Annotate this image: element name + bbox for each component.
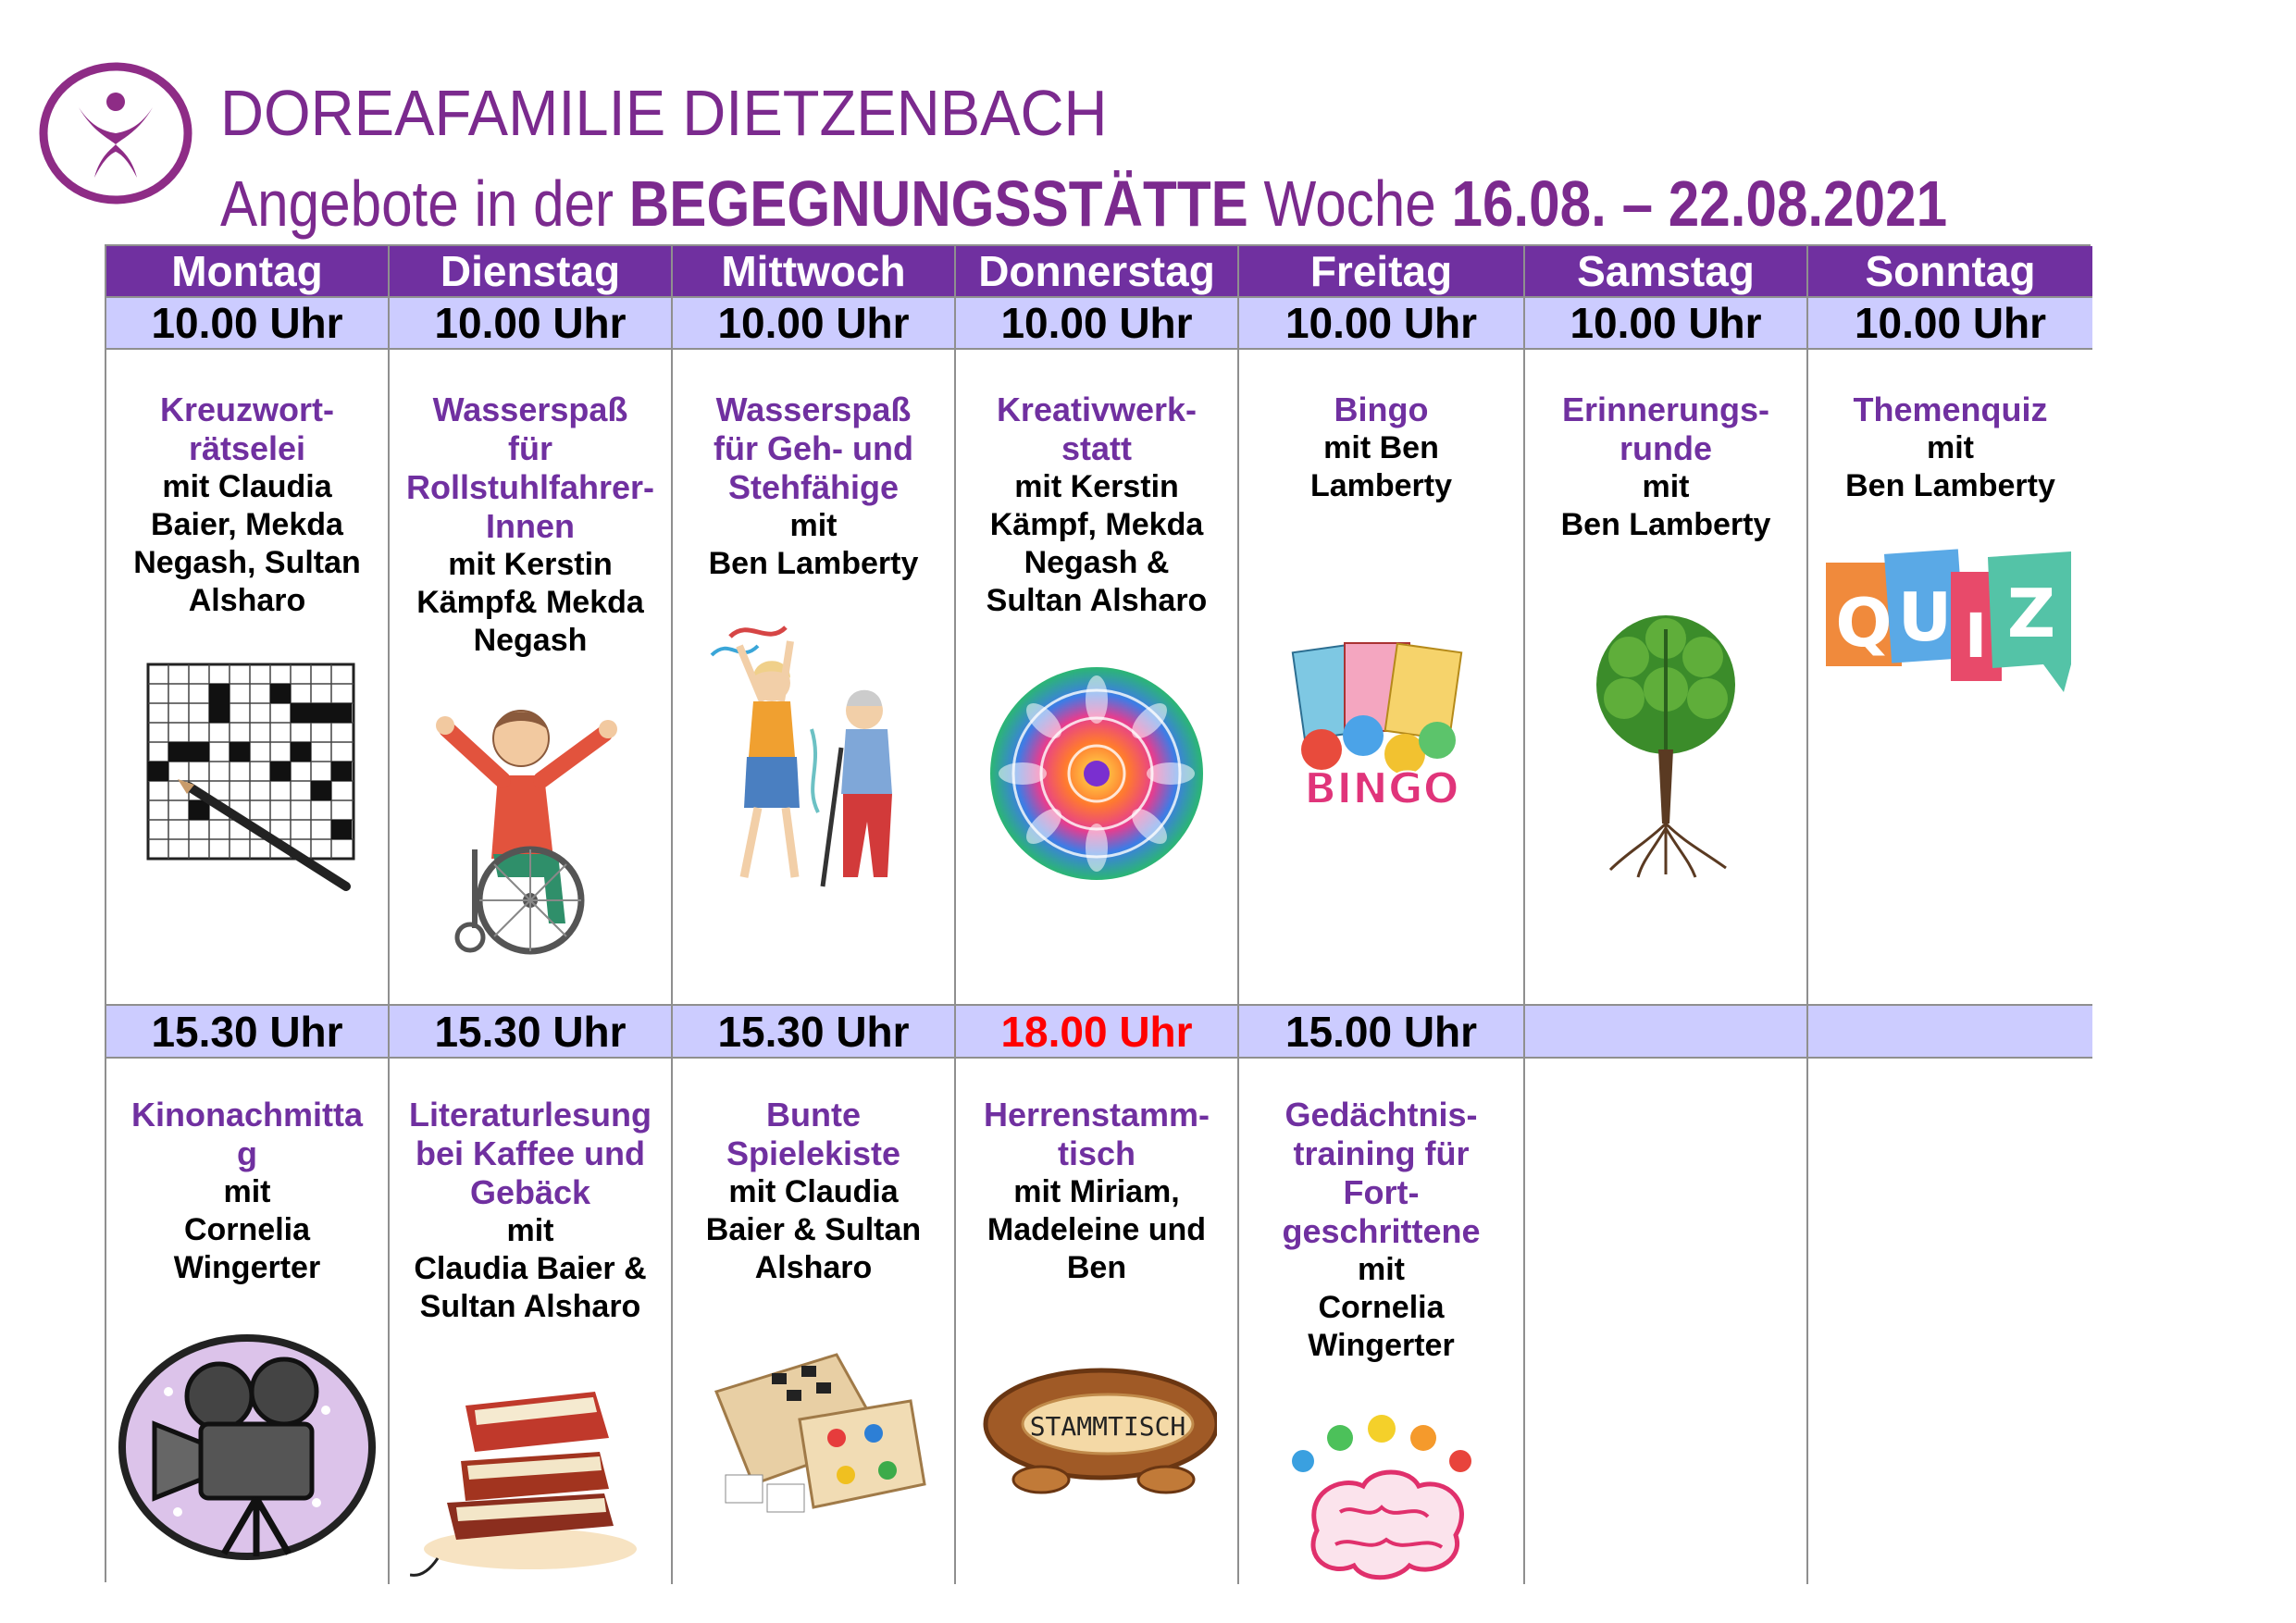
time-morning-sunday: 10.00 Uhr <box>1808 298 2092 350</box>
quiz-icon <box>1808 544 2092 711</box>
quiz-letter-q: Q <box>1834 584 1893 662</box>
day-header-friday: Freitag <box>1239 246 1525 298</box>
quiz-letter-i: I <box>1964 601 1987 672</box>
activity-title: Bunte Spielekiste <box>726 1096 901 1172</box>
day-header-tuesday: Dienstag <box>390 246 673 298</box>
activity-afternoon-sunday-empty <box>1808 1059 2092 1584</box>
activity-morning-tuesday <box>390 350 673 1006</box>
time-afternoon-wednesday: 15.30 Uhr <box>673 1006 956 1059</box>
time-morning-wednesday: 10.00 Uhr <box>673 298 956 350</box>
mandala-icon <box>956 663 1237 885</box>
activity-afternoon-saturday-empty <box>1525 1059 1808 1584</box>
activity-afternoon-friday <box>1239 1059 1525 1584</box>
activity-title: Herrenstamm- tisch <box>983 1096 1210 1172</box>
activity-title: Wasserspaß für Rollstuhlfahrer- Innen <box>405 390 654 545</box>
activity-title: Themenquiz <box>1853 390 2048 428</box>
activity-hosts: mit Kerstin Kämpf, Mekda Negash & Sultan Alsharo <box>986 469 1208 618</box>
movie-camera-icon <box>106 1327 388 1567</box>
activity-hosts: mit Ben Lamberty <box>1845 430 2055 503</box>
heading-prefix: Angebote in der <box>220 167 629 240</box>
time-morning-friday: 10.00 Uhr <box>1239 298 1525 350</box>
time-morning-monday: 10.00 Uhr <box>106 298 390 350</box>
activity-hosts: mit Ben Lamberty <box>1309 430 1453 503</box>
time-afternoon-saturday <box>1525 1006 1808 1059</box>
day-header-thursday: Donnerstag <box>956 246 1239 298</box>
bingo-label: BINGO <box>1303 763 1459 813</box>
activity-hosts: mit Ben Lamberty <box>1560 469 1771 542</box>
time-afternoon-sunday <box>1808 1006 2092 1059</box>
activity-hosts: mit Claudia Baier & Sultan Alsharo <box>705 1174 922 1285</box>
dancing-people-icon <box>673 618 954 896</box>
activity-morning-wednesday <box>673 350 956 1006</box>
quiz-letter-u: U <box>1897 578 1952 656</box>
day-header-wednesday: Mittwoch <box>673 246 956 298</box>
brain-bulbs-icon <box>1239 1410 1523 1584</box>
activity-hosts: mit Claudia Baier, Mekda Negash, Sultan Alsharo <box>133 469 361 618</box>
activity-morning-thursday <box>956 350 1239 1006</box>
doreafamilie-logo-icon <box>37 59 194 207</box>
organization-title: DOREAFAMILIE DIETZENBACH <box>220 77 1108 149</box>
activity-title: Gedächtnis- training für Fort- geschrittene <box>1282 1096 1481 1250</box>
activity-hosts: mit Ben Lamberty <box>708 508 919 581</box>
activity-morning-saturday <box>1525 350 1808 1006</box>
time-afternoon-tuesday: 15.30 Uhr <box>390 1006 673 1059</box>
activity-title: Kreativwerk- statt <box>996 390 1198 467</box>
heading-week-word: Woche <box>1247 167 1452 240</box>
time-afternoon-monday: 15.30 Uhr <box>106 1006 390 1059</box>
board-games-icon <box>673 1336 954 1521</box>
weekly-schedule-table <box>105 244 2091 1582</box>
activity-title: Kreuzwort- rätselei <box>160 390 334 467</box>
heading-venue: BEGEGNUNGSSTÄTTE <box>628 167 1248 240</box>
activity-afternoon-thursday <box>956 1059 1239 1584</box>
brain-tree-icon <box>1525 601 1806 879</box>
day-header-monday: Montag <box>106 246 390 298</box>
activity-afternoon-monday <box>106 1059 390 1584</box>
activity-morning-sunday <box>1808 350 2092 1006</box>
time-afternoon-thursday: 18.00 Uhr <box>956 1006 1239 1059</box>
activity-afternoon-tuesday <box>390 1059 673 1584</box>
activity-hosts: mit Cornelia Wingerter <box>1308 1252 1455 1363</box>
crossword-icon <box>106 655 388 896</box>
stammtisch-sign-icon <box>956 1355 1237 1503</box>
day-header-sunday: Sonntag <box>1808 246 2092 298</box>
books-icon <box>390 1364 671 1577</box>
bingo-icon <box>1239 638 1523 814</box>
activity-title: Wasserspaß für Geh- und Stehfähige <box>714 390 913 506</box>
activity-hosts: mit Kerstin Kämpf& Mekda Negash <box>416 547 644 658</box>
wheelchair-icon <box>390 692 671 960</box>
activity-morning-friday <box>1239 350 1525 1006</box>
activity-afternoon-wednesday <box>673 1059 956 1584</box>
activity-title: Bingo <box>1334 390 1429 428</box>
day-header-saturday: Samstag <box>1525 246 1808 298</box>
activity-title: Erinnerungs- runde <box>1561 390 1769 467</box>
activity-hosts: mit Miriam, Madeleine und Ben <box>987 1174 1207 1285</box>
activity-morning-monday <box>106 350 390 1006</box>
activity-title: Kinonachmitta g <box>130 1096 363 1172</box>
activity-hosts: mit Cornelia Wingerter <box>173 1174 321 1285</box>
activity-hosts: mit Claudia Baier & Sultan Alsharo <box>414 1213 647 1324</box>
stammtisch-label: STAMMTISCH <box>1029 1411 1186 1442</box>
time-morning-tuesday: 10.00 Uhr <box>390 298 673 350</box>
time-morning-saturday: 10.00 Uhr <box>1525 298 1808 350</box>
quiz-letter-z: Z <box>2006 575 2055 652</box>
heading-dates: 16.08. – 22.08.2021 <box>1451 167 1948 240</box>
activity-title: Literaturlesung bei Kaffee und Gebäck <box>408 1096 652 1211</box>
time-morning-thursday: 10.00 Uhr <box>956 298 1239 350</box>
week-heading <box>220 167 1947 241</box>
time-afternoon-friday: 15.00 Uhr <box>1239 1006 1525 1059</box>
